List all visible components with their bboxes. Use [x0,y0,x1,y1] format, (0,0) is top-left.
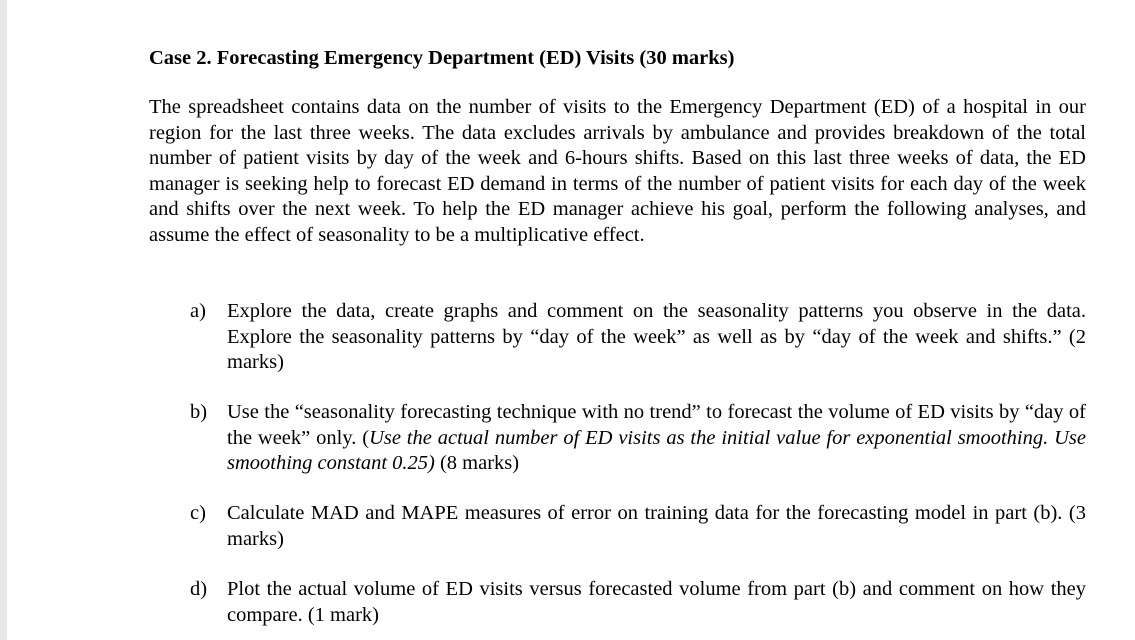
question-d-text: Plot the actual volume of ED visits versus forecasted volume from part (b) and comment on how they compare. (1 mark) [227,578,1086,626]
question-b [190,400,1086,477]
intro-paragraph: The spreadsheet contains data on the number of visits to the Emergency Department (ED) of a hospital in our region for the last three weeks. The data excludes arrivals by ambulance and provides breakdown of the total number of patient visits by day of the week and 6-hours shifts. Based on this last three weeks of data, the ED manager is seeking help to forecast ED demand in terms of the number of patient visits for each day of the week and shifts over the next week. To help the ED manager achieve his goal, perform the following analyses, and assume the effect of seasonality to be a multiplicative effect. [149,96,1086,246]
case-heading: Case 2. Forecasting Emergency Department (ED) Visits (30 marks) [149,47,735,69]
question-d-marker: d) [190,578,208,600]
question-b-marker: b) [190,401,208,423]
window-left-edge [0,0,7,640]
question-a-marker: a) [190,300,206,322]
question-b-text-end: (8 marks) [434,452,520,474]
question-b-text [227,400,1086,477]
question-d [190,577,1086,628]
question-c-marker: c) [190,502,206,524]
question-b-text-italic: Use the actual number of ED visits as the initial value for exponential smoothing. Use smoothing constant 0.25) [227,426,1086,474]
question-a-text: Explore the data, create graphs and comment on the seasonality patterns you observe in the data. Explore the seasonality patterns by “day of the week” as well as by “day of the week and shifts.” (2 marks) [227,300,1086,373]
question-a [190,299,1086,376]
document-page [149,44,1086,626]
question-c-text: Calculate MAD and MAPE measures of error on training data for the forecasting model in part (b). (3 marks) [227,502,1086,550]
question-b-text-start: Use the “seasonality forecasting technique with no trend” to forecast the volume of ED visits by “day of the week” only. ( [227,401,1086,449]
question-c [190,501,1086,552]
